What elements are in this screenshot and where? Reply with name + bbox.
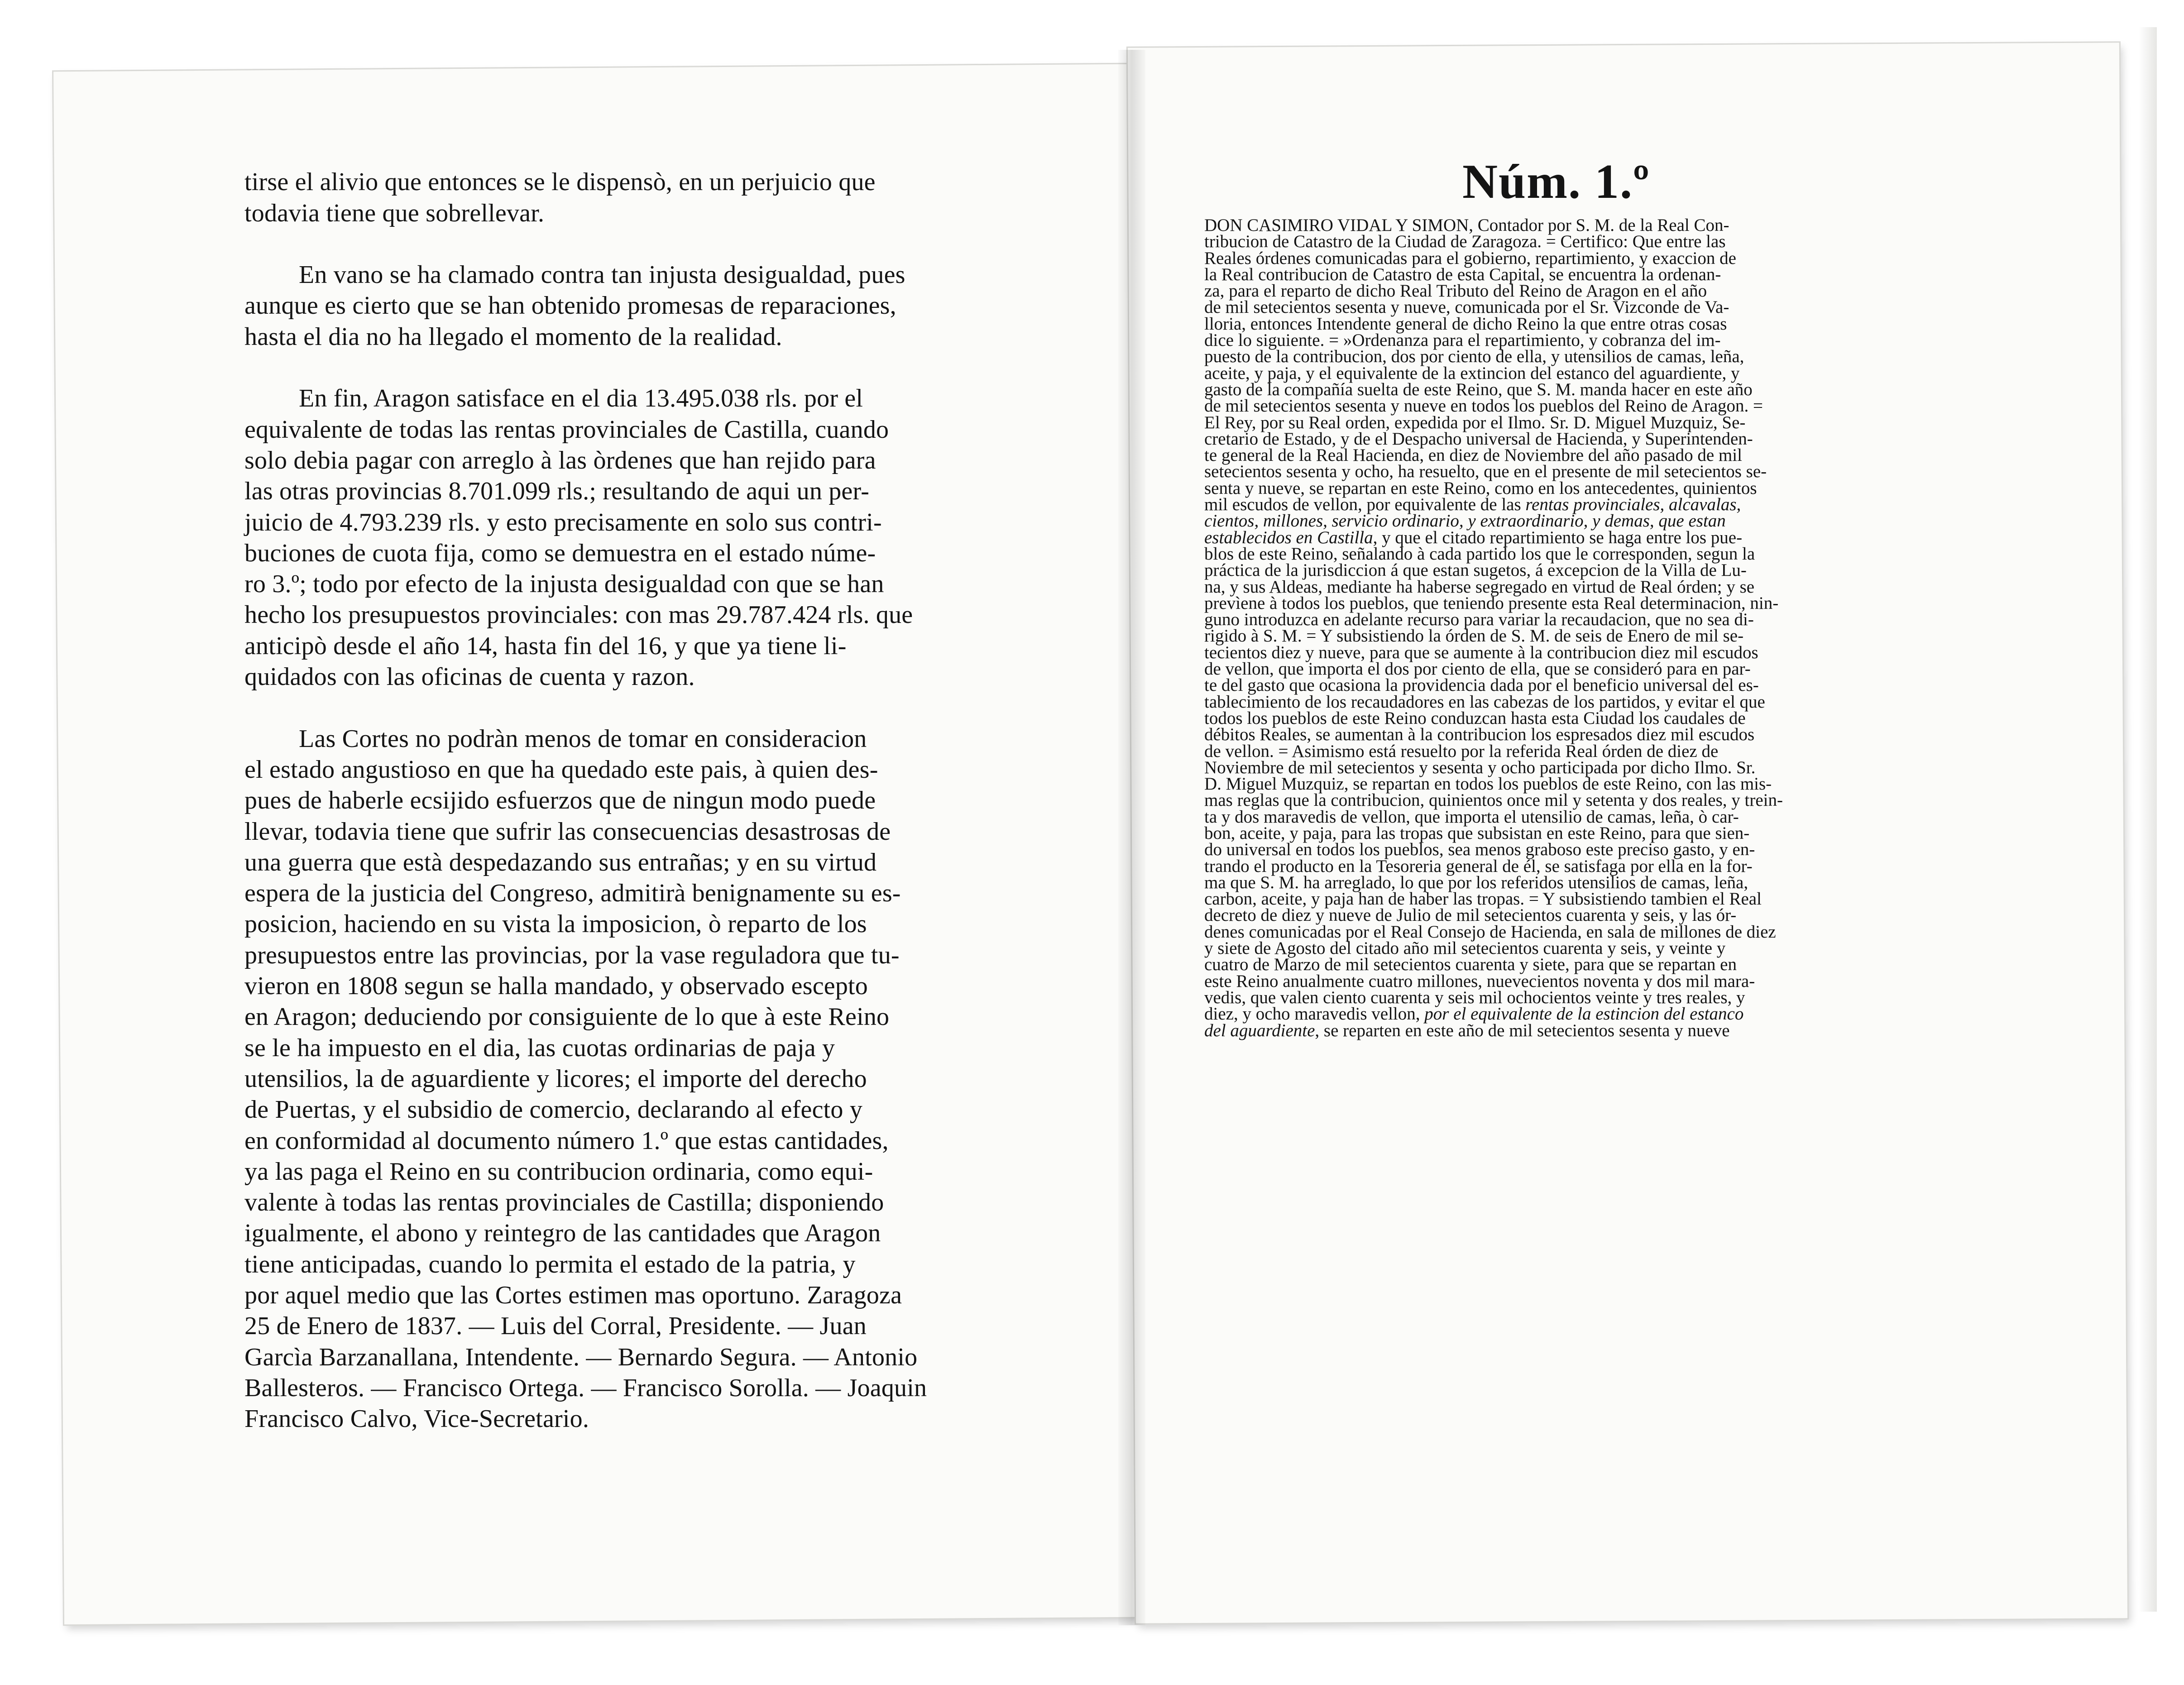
right-page-text (1204, 217, 1933, 1039)
paragraph: En vano se ha clamado contra tan injusta desigualdad, pues aunque es cierto que se han obtenido promesas de reparaciones, hasta el dia no ha llegado el momento de la realidad. (244, 261, 905, 351)
book-spine (1118, 50, 1145, 1625)
paragraph: En fin, Aragon satisface en el dia 13.495.038 rls. por el equivalente de todas las rentas provinciales de Castilla, cuando solo debia pagar con arreglo à las òrdenes que han rejido para las otras provincias 8.701.099 rls.; resultando de aqui un per- juicio de 4.793.239 rls. y esto precisamente en solo sus contri- buciones de cuota fija, como se demuestra en el estado núme- ro 3.º; todo por efecto de la injusta desigualdad con que se han hecho los presupuestos provinciales: con mas 29.787.424 rls. que anticipò desde el año 14, hasta fin del 16, y que ya tiene li- quidados con las oficinas de cuenta y razon. (244, 384, 913, 691)
paragraph: tirse el alivio que entonces se le dispensò, en un perjuicio que todavia tiene que sobrellevar. (244, 168, 876, 227)
body-text: , se reparten en este año de mil setecientos sesenta y nueve (1315, 1020, 1730, 1040)
page-edge (2139, 27, 2157, 1612)
italic-text: rentas provinciales, alcavalas, cientos, millones, servicio ordinario, y extraordinario, y demas, que estan establecidos en Castilla (1204, 495, 1741, 547)
body-text: DON CASIMIRO VIDAL Y SIMON, Contador por S. M. de la Real Con- tribucion de Catastro de la Ciudad de Zaragoza. = Certifico: Que entre las Reales órdenes comunicadas para el gobierno, repartimiento, y exaccion de la Real contribucion de Catastro de esta Capital, se encuentra la ordenan- za, para el reparto de dicho Real Tributo del Reino de Aragon en el año de mil setecientos sesenta y nueve, comunicada por el Sr. Vizconde de Va- lloria, entonces Intendente general de dicho Reino la que entre otras cosas dice lo siguiente. = »Ordenanza para el repartimiento, y cobranza del im- puesto de la contribucion, dos por ciento de ella, y utensilios de camas, leña, aceite, y paja, y el equivalente de la extincion del estanco del aguardiente, y gasto de la compañía suelta de este Reino, que S. M. manda hacer en este año de mil setecientos sesenta y nueve en todos los pueblos del Reino de Aragon. = El Rey, por su Real orden, expedida por el Ilmo. Sr. D. Miguel Muzquiz, Se- cretario de Estado, y de el Despacho universal de Hacienda, y Superintenden- te general de la Real Hacienda, en diez de Noviembre del año pasado de mil setecientos sesenta y ocho, ha resuelto, que en el presente de mil setecientos se- senta y nueve, se repartan en este Reino, como en los antecedentes, quinientos mil escudos de vellon, por equivalente de las (1204, 215, 1767, 515)
left-page-text (244, 136, 1037, 1465)
body-text: , y que el citado repartimiento se haga entre los pue- blos de este Reino, señalando à cada partido los que le corresponden, segun la práctica de la jurisdiccion á que estan sugetos, á excepcion de la Villa de Lu- na, y sus Aldeas, mediante ha haberse segregado en virtud de Real órden; y se prevìene à todos los pueblos, que teniendo presente esta Real determinacion, nin- guno introduzca en adelante recurso para variar la recaudacion, que no sea di- rigido à S. M. = Y subsistiendo la órden de S. M. de seis de Enero de mil se- tecientos diez y nueve, para que se aumente à la contribucion diez mil escudos de vellon, que importa el dos por ciento de ella, que se consideró para en par- te del gasto que ocasiona la providencia dada por el beneficio universal del es- tablecimiento de los recaudadores en las cabezas de los partidos, y evitar el que todos los pueblos de este Reino conduzcan hasta esta Ciudad los caudales de débitos Reales, se aumentan à la contribucion los espresados diez mil escudos de vellon. = Asimismo está resuelto por la referida Real órden de diez de Noviembre de mil setecientos y sesenta y ocho participada por dicho Ilmo. Sr. D. Miguel Muzquiz, se repartan en todos los pueblos de este Reino, con las mis- mas reglas que la contribucion, quinientos once mil y setenta y dos reales, y trein- ta y dos maravedis de vellon, que importa el utensilio de camas, leña, ò car- bon, aceite, y paja, para las tropas que subsistan en este Reino, para que sien- do universal en todos los pueblos, sea menos graboso este preciso gasto, y en- trando el producto en la Tesoreria general de él, se satisfaga por ella en la for- ma que S. M. ha arreglado, lo que por los referidos utensilios de camas, leña, carbon, aceite, y paja han de haber las tropas. = Y subsistiendo tambien el Real decreto de diez y nueve de Julio de mil setecientos cuarenta y seis, y las ór- denes comunicadas por el Real Consejo de Hacienda, en sala de millones de diez y siete de Agosto del citado año mil setecientos cuarenta y seis, y veinte y cuatro de Marzo de mil setecientos cuarenta y siete, para que se repartan en este Reino anualmente cuatro millones, nuevecientos noventa y dos mil mara- vedis, que valen ciento cuarenta y seis mil ochocientos veinte y tres reales, y diez, y ocho maravedis vellon, (1204, 527, 1783, 1024)
paragraph: Las Cortes no podràn menos de tomar en consideracion el estado angustioso en que ha quedado este pais, à quien des- pues de haberle ecsijido esfuerzos que de ningun modo puede llevar, todavia tiene que sufrir las consecuencias desastrosas de una guerra que està despedazando sus entrañas; y en su virtud espera de la justicia del Congreso, admitirà benignamente su es- posicion, haciendo en su vista la imposicion, ò reparto de los presupuestos entre las provincias, por la vase reguladora que tu- vieron en 1808 segun se halla mandado, y observado escepto en Aragon; deduciendo por consiguiente de lo que à este Reino se le ha impuesto en el dia, las cuotas ordinarias de paja y utensilios, la de aguardiente y licores; el importe del derecho de Puertas, y el subsidio de comercio, declarando al efecto y en conformidad al documento número 1.º que estas cantidades, ya las paga el Reino en su contribucion ordinaria, como equi- valente à todas las rentas provinciales de Castilla; disponiendo igualmente, el abono y reintegro de las cantidades que Aragon tiene anticipadas, cuando lo permita el estado de la patria, y por aquel medio que las Cortes estimen mas oportuno. Zaragoza 25 de Enero de 1837. — Luis del Corral, Presidente. — Juan Garcìa Barzanallana, Intendente. — Bernardo Segura. — Antonio Ballesteros. — Francisco Ortega. — Francisco Sorolla. — Joaquin Francisco Calvo, Vice-Secretario. (244, 724, 927, 1433)
italic-text: por el equivalente de la estincion del estanco del aguardiente (1204, 1004, 1744, 1040)
document-number-heading: Núm. 1.º (1462, 155, 1650, 209)
